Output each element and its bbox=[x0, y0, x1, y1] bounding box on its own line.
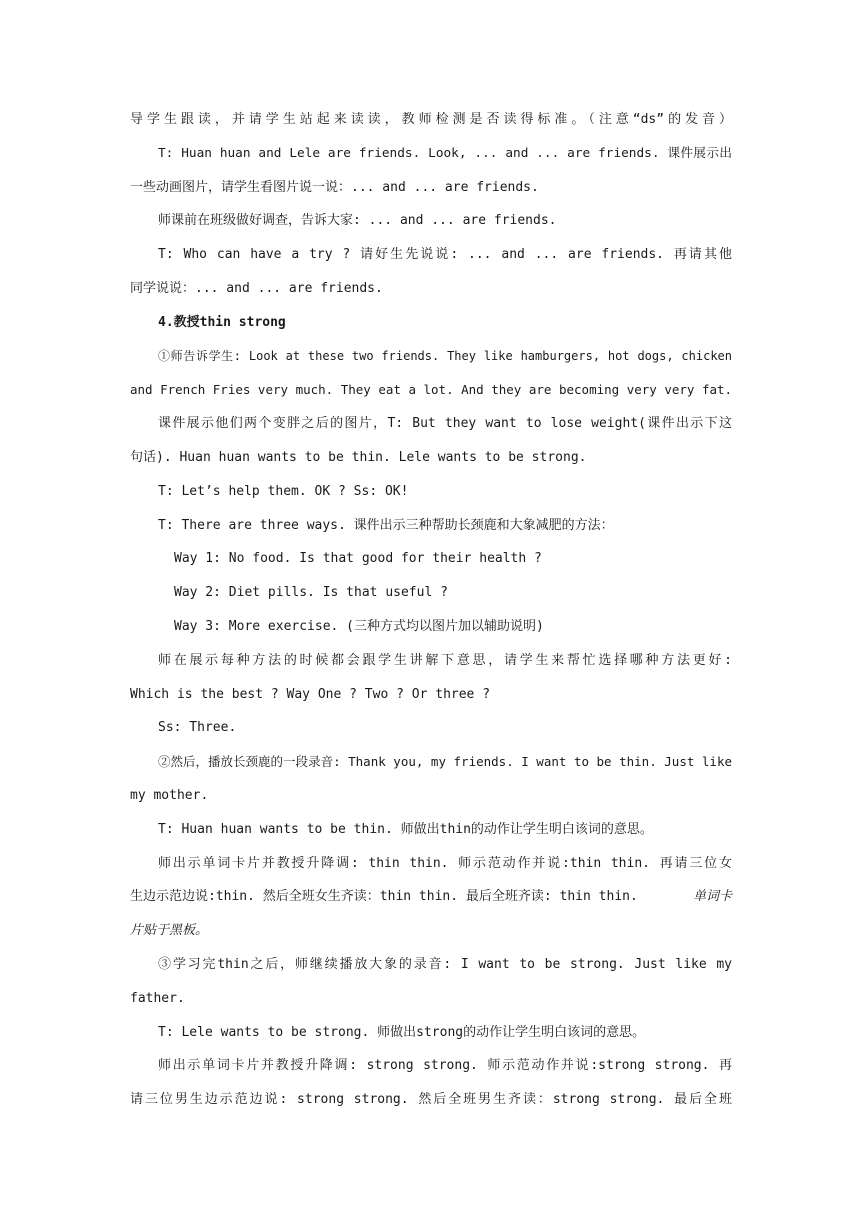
paragraph-line: T: Huan huan wants to be thin. 师做出thin的动作让学生明白该词的意思。 bbox=[158, 821, 653, 837]
paragraph-line: T: Let’s help them. OK ? Ss: OK! bbox=[158, 483, 409, 499]
paragraph-line: ②然后，播放长颈鹿的一段录音: Thank you, my friends. I want to be thin. Just like bbox=[158, 754, 732, 770]
paragraph-line: 请三位男生边示范边说: strong strong. 然后全班男生齐读：strong strong. 最后全班 bbox=[130, 1092, 732, 1108]
paragraph-line: 导学生跟读，并请学生站起来读读，教师检测是否读得标准。（注意“ds”的发音） bbox=[130, 112, 732, 127]
paragraph-line: T: There are three ways. 课件出示三种帮助长颈鹿和大象减肥的方法： bbox=[158, 517, 614, 533]
paragraph-line: 师在展示每种方法的时候都会跟学生讲解下意思，请学生来帮忙选择哪种方法更好: bbox=[158, 652, 732, 668]
paragraph-line: T: Who can have a try ? 请好生先说说: ... and ... are friends. 再请其他 bbox=[158, 247, 732, 263]
paragraph-line: father. bbox=[130, 990, 185, 1006]
paragraph-line: Ss: Three. bbox=[158, 720, 237, 736]
list-item: Way 2: Diet pills. Is that useful ? bbox=[174, 585, 448, 601]
list-item: Way 3: More exercise. (三种方式均以图片加以辅助说明) bbox=[174, 618, 544, 634]
paragraph-line: 师出示单词卡片并教授升降调: thin thin. 师示范动作并说:thin thin. 再请三位女 bbox=[158, 855, 732, 871]
paragraph-line: 师出示单词卡片并教授升降调: strong strong. 师示范动作并说:strong strong. 再 bbox=[158, 1058, 732, 1074]
paragraph-line: 同学说说：... and ... are friends. bbox=[130, 280, 383, 296]
list-item: Way 1: No food. Is that good for their health ? bbox=[174, 551, 542, 567]
paragraph-line: ③学习完thin之后，师继续播放大象的录音: I want to be strong. Just like my bbox=[158, 956, 732, 972]
paragraph-line: 句话). Huan huan wants to be thin. Lele wants to be strong. bbox=[130, 449, 587, 465]
document-body bbox=[130, 103, 732, 1117]
paragraph-line bbox=[130, 880, 732, 914]
italic-note: 单词卡 bbox=[692, 889, 732, 905]
paragraph-line: 一些动画图片，请学生看图片说一说：... and ... are friends. bbox=[130, 179, 539, 195]
italic-note: 片贴于黑板。 bbox=[130, 923, 209, 939]
paragraph-line: 课件展示他们两个变胖之后的图片，T: But they want to lose weight(课件出示下这 bbox=[158, 416, 732, 432]
paragraph-line: Which is the best ? Way One ? Two ? Or three ? bbox=[130, 686, 491, 702]
paragraph-line: my mother. bbox=[130, 787, 209, 803]
section-heading: 4.教授thin strong bbox=[158, 314, 286, 330]
paragraph-line: and French Fries very much. They eat a lot. And they are becoming very very fat. bbox=[130, 382, 733, 398]
paragraph-line: 师课前在班级做好调查，告诉大家: ... and ... are friends. bbox=[158, 213, 557, 229]
paragraph-line: T: Huan huan and Lele are friends. Look, ... and ... are friends. 课件展示出 bbox=[158, 145, 732, 161]
paragraph-line: T: Lele wants to be strong. 师做出strong的动作让学生明白该词的意思。 bbox=[158, 1024, 646, 1040]
paragraph-line: ①师告诉学生: Look at these two friends. They like hamburgers, hot dogs, chicken bbox=[158, 348, 732, 363]
line-text: 生边示范边说:thin. 然后全班女生齐读：thin thin. 最后全班齐读: thin thin. bbox=[130, 889, 638, 905]
